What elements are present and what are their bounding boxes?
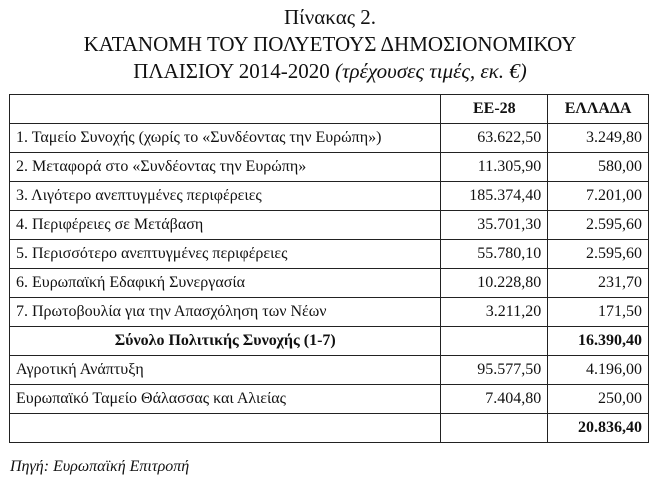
row-eu-value: 185.374,40 bbox=[441, 182, 548, 211]
table-row bbox=[10, 298, 649, 327]
header-eu28: ΕΕ-28 bbox=[441, 95, 548, 124]
row-gr-value: 7.201,00 bbox=[548, 182, 649, 211]
row-gr-value: 250,00 bbox=[548, 385, 649, 414]
table-row bbox=[10, 385, 649, 414]
table-title-line-2 bbox=[0, 58, 660, 85]
subtotal-eu-value bbox=[441, 327, 548, 356]
row-label: 5. Περισσότερο ανεπτυγμένες περιφέρειες bbox=[10, 240, 441, 269]
table-number: Πίνακας 2. bbox=[283, 5, 377, 29]
row-gr-value: 171,50 bbox=[548, 298, 649, 327]
row-eu-value: 11.305,90 bbox=[441, 153, 548, 182]
subtotal-row bbox=[10, 327, 649, 356]
table-row bbox=[10, 182, 649, 211]
row-eu-value: 95.577,50 bbox=[441, 356, 548, 385]
table-header-row bbox=[10, 95, 649, 124]
table-title-line-1: ΚΑΤΑΝΟΜΗ ΤΟΥ ΠΟΛΥΕΤΟΥΣ ΔΗΜΟΣΙΟΝΟΜΙΚΟΥ bbox=[83, 32, 577, 56]
table-units-note: (τρέχουσες τιμές, εκ. €) bbox=[335, 59, 527, 83]
total-eu-value bbox=[441, 414, 548, 443]
table-row bbox=[10, 240, 649, 269]
row-gr-value: 3.249,80 bbox=[548, 124, 649, 153]
row-eu-value: 63.622,50 bbox=[441, 124, 548, 153]
row-label: 3. Λιγότερο ανεπτυγμένες περιφέρειες bbox=[10, 182, 441, 211]
row-eu-value: 10.228,80 bbox=[441, 269, 548, 298]
table-title-period: ΠΛΑΙΣΙΟΥ 2014-2020 bbox=[133, 59, 330, 83]
row-label: 7. Πρωτοβουλία για την Απασχόληση των Νέων bbox=[10, 298, 441, 327]
row-gr-value: 231,70 bbox=[548, 269, 649, 298]
table-row bbox=[10, 153, 649, 182]
row-eu-value: 7.404,80 bbox=[441, 385, 548, 414]
total-row bbox=[10, 414, 649, 443]
header-greece: ΕΛΛΑΔΑ bbox=[548, 95, 649, 124]
table-caption bbox=[0, 4, 660, 85]
row-label: 4. Περιφέρειες σε Μετάβαση bbox=[10, 211, 441, 240]
row-label: 2. Μεταφορά στο «Συνδέοντας την Ευρώπη» bbox=[10, 153, 441, 182]
total-gr-value: 20.836,40 bbox=[548, 414, 649, 443]
table-row bbox=[10, 124, 649, 153]
row-gr-value: 4.196,00 bbox=[548, 356, 649, 385]
header-label-cell bbox=[10, 95, 441, 124]
table-row bbox=[10, 269, 649, 298]
budget-allocation-table bbox=[9, 94, 649, 443]
row-eu-value: 3.211,20 bbox=[441, 298, 548, 327]
subtotal-gr-value: 16.390,40 bbox=[548, 327, 649, 356]
total-label bbox=[10, 414, 441, 443]
row-label: 1. Ταμείο Συνοχής (χωρίς το «Συνδέοντας την Ευρώπη») bbox=[10, 124, 441, 153]
row-label: Αγροτική Ανάπτυξη bbox=[10, 356, 441, 385]
row-gr-value: 2.595,60 bbox=[548, 240, 649, 269]
row-gr-value: 2.595,60 bbox=[548, 211, 649, 240]
row-eu-value: 55.780,10 bbox=[441, 240, 548, 269]
table-row bbox=[10, 356, 649, 385]
row-label: Ευρωπαϊκό Ταμείο Θάλασσας και Αλιείας bbox=[10, 385, 441, 414]
row-gr-value: 580,00 bbox=[548, 153, 649, 182]
table-row bbox=[10, 211, 649, 240]
row-eu-value: 35.701,30 bbox=[441, 211, 548, 240]
row-label: 6. Ευρωπαϊκή Εδαφική Συνεργασία bbox=[10, 269, 441, 298]
source-note: Πηγή: Ευρωπαϊκή Επιτροπή bbox=[10, 458, 190, 475]
subtotal-label: Σύνολο Πολιτικής Συνοχής (1-7) bbox=[10, 327, 441, 356]
